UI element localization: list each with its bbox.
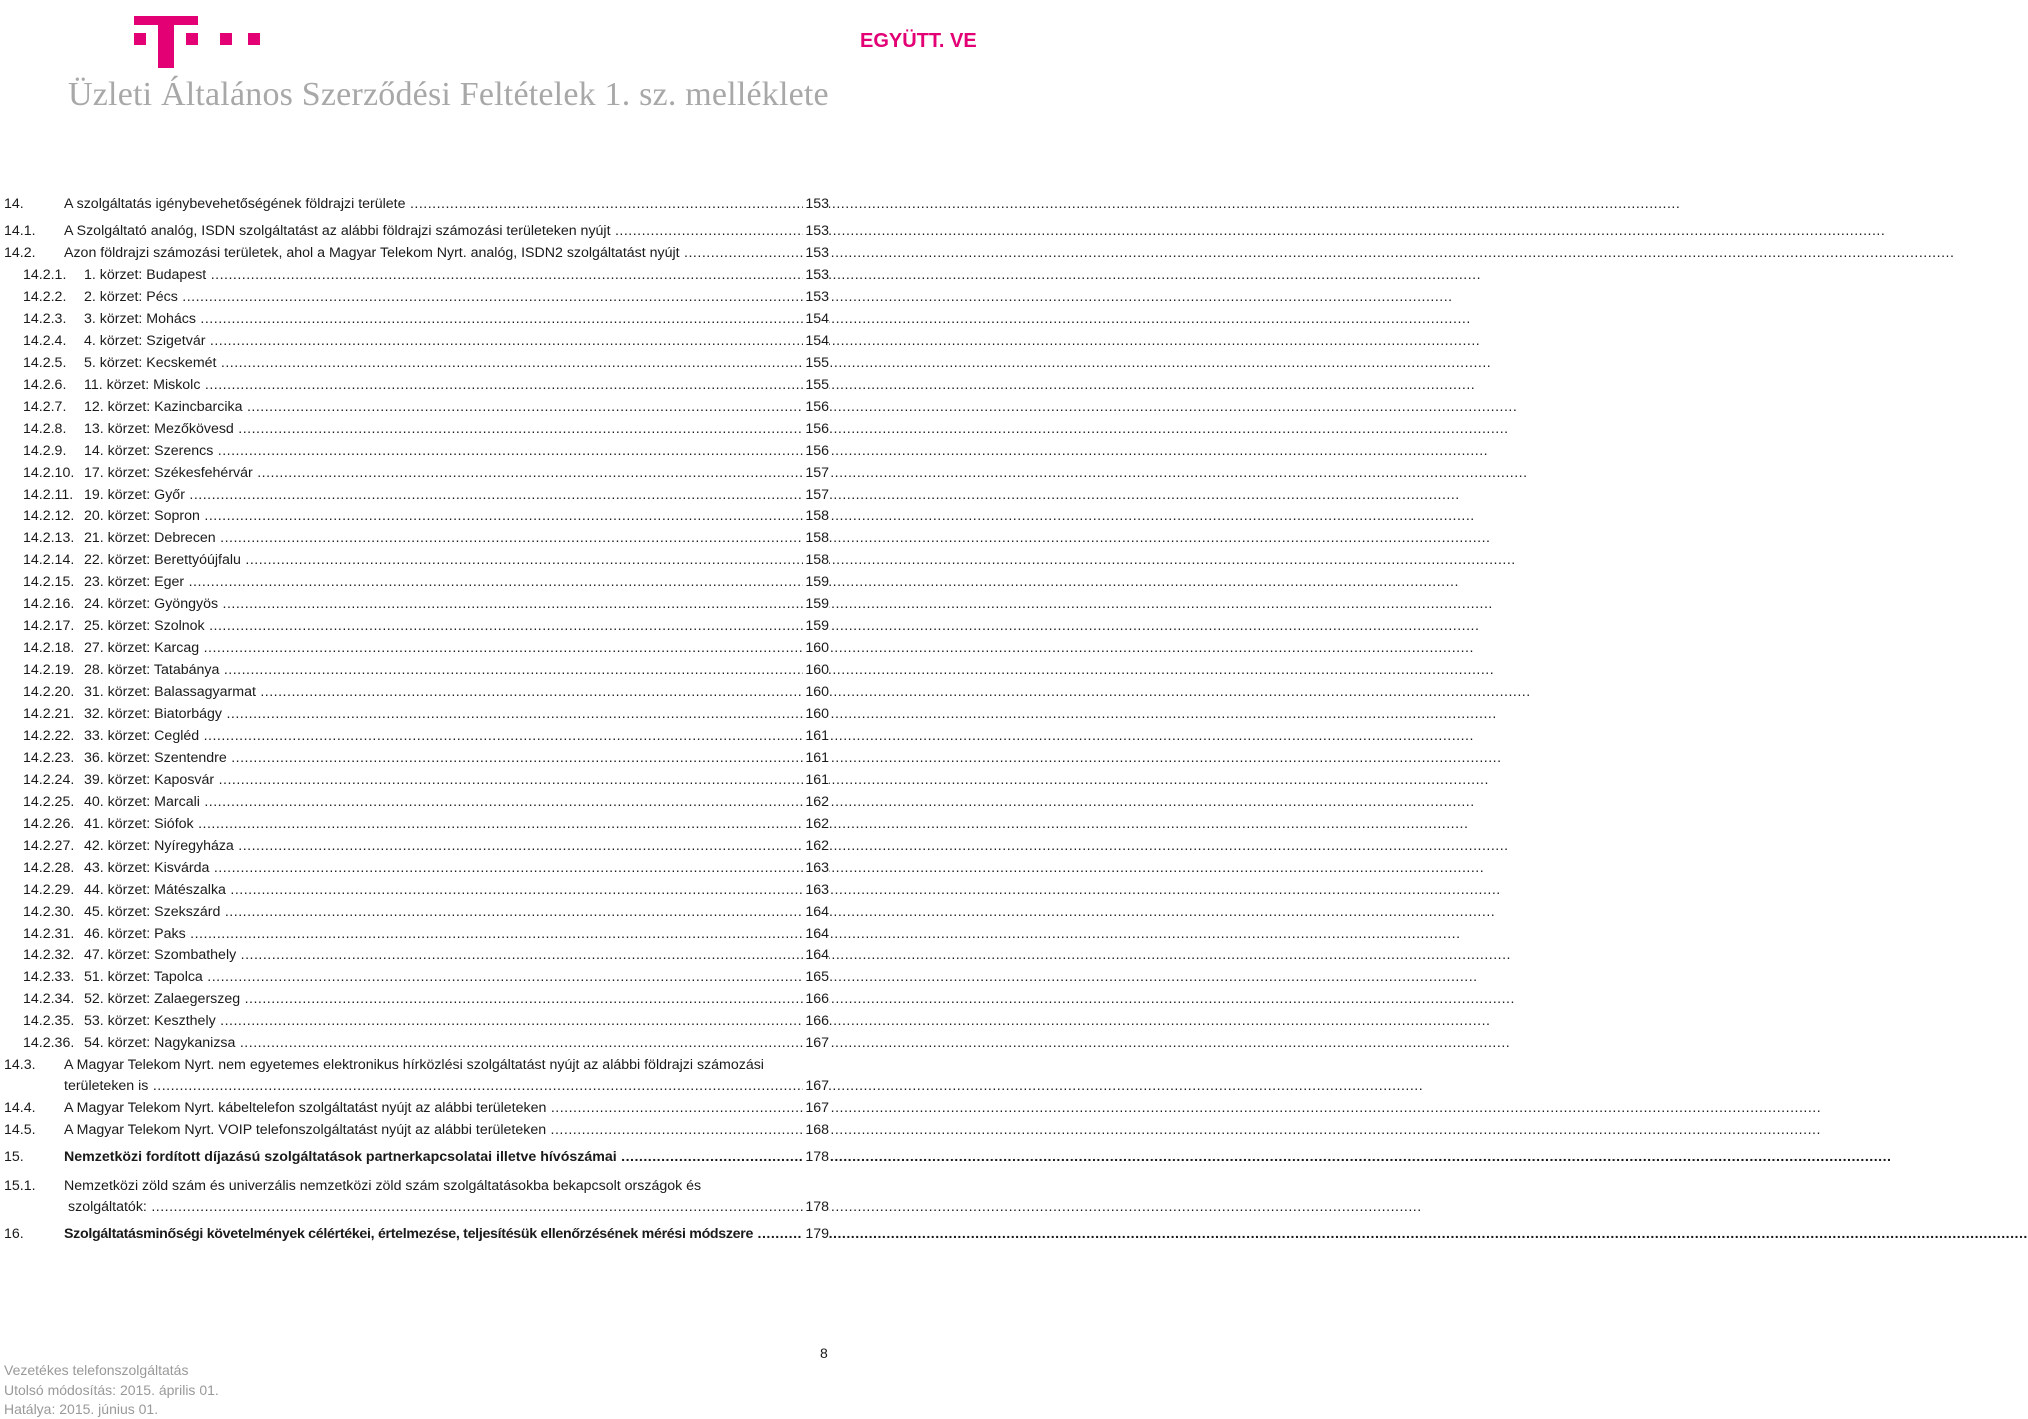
toc-page: 153 [805,223,829,239]
toc-page: 167 [805,1078,829,1094]
toc-page: 179 [805,1226,829,1242]
toc-page: 153 [805,288,829,305]
toc-number: 14.2.25. [23,793,75,810]
toc-title: 36. körzet: Szentendre ..... [84,749,804,767]
toc-number: 14. [4,196,24,212]
toc-number: 14.2.5. [23,354,67,371]
toc-title: 32. körzet: Biatorbágy ..... [84,705,804,723]
toc-title: 14. körzet: Szerencs ..... [84,442,804,460]
toc-title: 22. körzet: Berettyóújfalu ..... [84,551,804,569]
table-of-contents [0,0,960,1300]
toc-number: 14.2.30. [23,903,75,920]
toc-page: 156 [805,398,829,415]
toc-title: Azon földrajzi számozási területek, ahol a Magyar Telekom Nyrt. analóg, ISDN2 szolgáltatást nyújt ..... [64,244,804,262]
toc-page: 158 [805,508,829,525]
toc-title: 19. körzet: Győr ..... [84,486,804,504]
toc-title: 31. körzet: Balassagyarmat ..... [84,683,804,701]
toc-title: 25. körzet: Szolnok ..... [84,617,804,635]
document-title: Üzleti Általános Szerződési Feltételek 1. sz. melléklete [68,76,829,113]
toc-number: 14.2.28. [23,859,75,876]
toc-number: 14.3. [4,1057,36,1073]
toc-number: 14.2.7. [23,398,67,415]
toc-page: 159 [805,574,829,591]
toc-page: 164 [805,925,829,942]
toc-page: 160 [805,706,829,722]
toc-title: 54. körzet: Nagykanizsa ..... [84,1034,804,1052]
toc-title: 47. körzet: Szombathely ..... [84,946,804,964]
toc-page: 155 [805,376,829,393]
toc-title-line2: szolgáltatók: ..... [68,1198,804,1216]
toc-page: 160 [805,640,829,657]
toc-number: 14.2.9. [23,442,67,459]
toc-title: 27. körzet: Karcag ..... [84,639,804,657]
toc-page: 163 [805,859,829,876]
toc-title: 41. körzet: Siófok ..... [84,815,804,833]
toc-title: 45. körzet: Szekszárd ..... [84,903,804,921]
toc-number: 14.2.22. [23,727,75,744]
toc-page: 178 [805,1149,829,1165]
toc-number: 14.4. [4,1100,36,1116]
toc-page: 153 [805,196,829,212]
toc-title: 21. körzet: Debrecen ..... [84,529,804,547]
toc-page: 164 [805,947,829,964]
toc-number: 16. [4,1226,24,1242]
toc-number: 14.2.36. [23,1035,75,1052]
toc-page: 153 [805,245,829,261]
footer-effective: Hatálya: 2015. június 01. [4,1401,159,1417]
toc-page: 159 [805,618,829,635]
toc-title: 28. körzet: Tatabánya ..... [84,661,804,679]
toc-title: 42. körzet: Nyíregyháza ..... [84,837,804,855]
toc-title: 40. körzet: Marcali ..... [84,793,804,811]
toc-page: 157 [805,464,829,481]
toc-number: 14.2.20. [23,684,75,701]
toc-title: 33. körzet: Cegléd ..... [84,727,804,745]
toc-title: 3. körzet: Mohács ..... [84,310,804,328]
toc-number: 14.2.17. [23,618,75,635]
toc-page: 162 [805,793,829,810]
toc-number: 14.2.23. [23,749,75,766]
toc-title: 5. körzet: Kecskemét ..... [84,354,804,372]
toc-page: 158 [805,530,829,547]
toc-page: 154 [805,310,829,327]
toc-number: 14.2.31. [23,925,75,942]
toc-title: 17. körzet: Székesfehérvár ..... [84,464,804,482]
toc-number: 14.2.3. [23,310,67,327]
toc-page: 161 [805,771,829,788]
toc-page: 167 [805,1100,829,1116]
toc-page: 159 [805,596,829,613]
toc-page: 162 [805,837,829,854]
toc-page: 167 [805,1035,829,1052]
toc-page: 178 [805,1199,829,1215]
toc-title: 2. körzet: Pécs ..... [84,288,804,306]
toc-page: 164 [805,903,829,920]
toc-page: 154 [805,332,829,349]
toc-title: 53. körzet: Keszthely ..... [84,1012,804,1030]
toc-title: A Szolgáltató analóg, ISDN szolgáltatást az alábbi földrajzi számozási területeken nyújt ..... [64,222,804,240]
toc-page: 161 [805,727,829,744]
toc-page: 155 [805,354,829,371]
toc-page: 161 [805,749,829,766]
toc-number: 14.5. [4,1122,36,1138]
toc-title-line2: területeken is ..... [64,1077,804,1095]
toc-page: 165 [805,969,829,986]
toc-title-line1: A Magyar Telekom Nyrt. nem egyetemes elektronikus hírközlési szolgáltatást nyújt az alábbi földrajzi számozási [64,1057,764,1073]
toc-number: 14.2.11. [23,486,74,503]
toc-number: 14.2.19. [23,662,75,679]
slogan: EGYÜTT. VE [860,30,977,52]
toc-page: 166 [805,991,829,1008]
toc-number: 14.2.6. [23,376,67,393]
toc-page: 168 [805,1122,829,1138]
toc-title-line1: Nemzetközi zöld szám és univerzális nemzetközi zöld szám szolgáltatásokba bekapcsolt országok és [64,1178,702,1194]
toc-title: 11. körzet: Miskolc ..... [84,376,804,394]
footer-modified: Utolsó módosítás: 2015. április 01. [4,1382,219,1398]
toc-title: 44. körzet: Mátészalka ..... [84,881,804,899]
toc-page: 160 [805,684,829,701]
toc-page: 160 [805,662,829,679]
toc-title: 43. körzet: Kisvárda ..... [84,859,804,877]
toc-number: 14.2. [4,245,36,261]
toc-title: 1. körzet: Budapest ..... [84,266,804,284]
toc-number: 14.2.35. [23,1013,75,1030]
toc-number: 14.2.12. [23,508,75,525]
toc-page: 163 [805,881,829,898]
toc-number: 14.2.2. [23,288,67,305]
toc-number: 14.2.1. [23,267,67,283]
toc-number: 14.2.13. [23,530,75,547]
toc-title: 39. körzet: Kaposvár ..... [84,771,804,789]
toc-title: 13. körzet: Mezőkövesd ..... [84,420,804,438]
toc-number: 14.2.29. [23,881,75,898]
toc-page: 166 [805,1013,829,1030]
toc-title: 20. körzet: Sopron ..... [84,507,804,525]
toc-number: 14.2.10. [23,464,75,481]
toc-number: 14.2.18. [23,640,75,657]
toc-page: 156 [805,442,829,459]
toc-number: 14.2.16. [23,596,75,613]
toc-page: 157 [805,486,829,503]
footer-service: Vezetékes telefonszolgáltatás [4,1362,189,1378]
toc-page: 153 [805,267,829,283]
toc-number: 14.2.15. [23,574,75,591]
toc-title: 52. körzet: Zalaegerszeg ..... [84,990,804,1008]
toc-number: 14.2.32. [23,947,75,964]
toc-number: 14.2.21. [23,706,75,722]
toc-title: 24. körzet: Gyöngyös ..... [84,595,804,613]
toc-number: 14.2.33. [23,969,75,986]
page-number: 8 [820,1345,828,1361]
toc-number: 14.2.8. [23,420,67,437]
toc-title: A szolgáltatás igénybevehetőségének földrajzi területe ..... [64,195,804,213]
toc-number: 14.2.14. [23,552,75,569]
toc-title: A Magyar Telekom Nyrt. VOIP telefonszolgáltatást nyújt az alábbi területeken ..... [64,1121,804,1139]
toc-title: A Magyar Telekom Nyrt. kábeltelefon szolgáltatást nyújt az alábbi területeken ..... [64,1099,804,1117]
toc-number: 14.2.4. [23,332,67,349]
toc-title: 23. körzet: Eger ..... [84,573,804,591]
toc-title: Szolgáltatásminőségi követelmények célértékei, értelmezése, teljesítésük ellenőrzésének mérési módszere ..... [64,1225,804,1243]
toc-number: 15. [4,1149,24,1165]
toc-title: Nemzetközi fordított díjazású szolgáltatások partnerkapcsolatai illetve hívószámai ..... [64,1148,804,1166]
toc-title: 51. körzet: Tapolca ..... [84,968,804,986]
toc-number: 15.1. [4,1178,36,1194]
toc-title: 4. körzet: Szigetvár ..... [84,332,804,350]
toc-title: 46. körzet: Paks ..... [84,925,804,943]
toc-page: 158 [805,552,829,569]
toc-number: 14.2.27. [23,837,75,854]
toc-page: 162 [805,815,829,832]
toc-number: 14.2.26. [23,815,75,832]
toc-page: 156 [805,420,829,437]
toc-number: 14.2.24. [23,771,75,788]
toc-number: 14.2.34. [23,991,75,1008]
toc-title: 12. körzet: Kazincbarcika ..... [84,398,804,416]
toc-number: 14.1. [4,223,36,239]
